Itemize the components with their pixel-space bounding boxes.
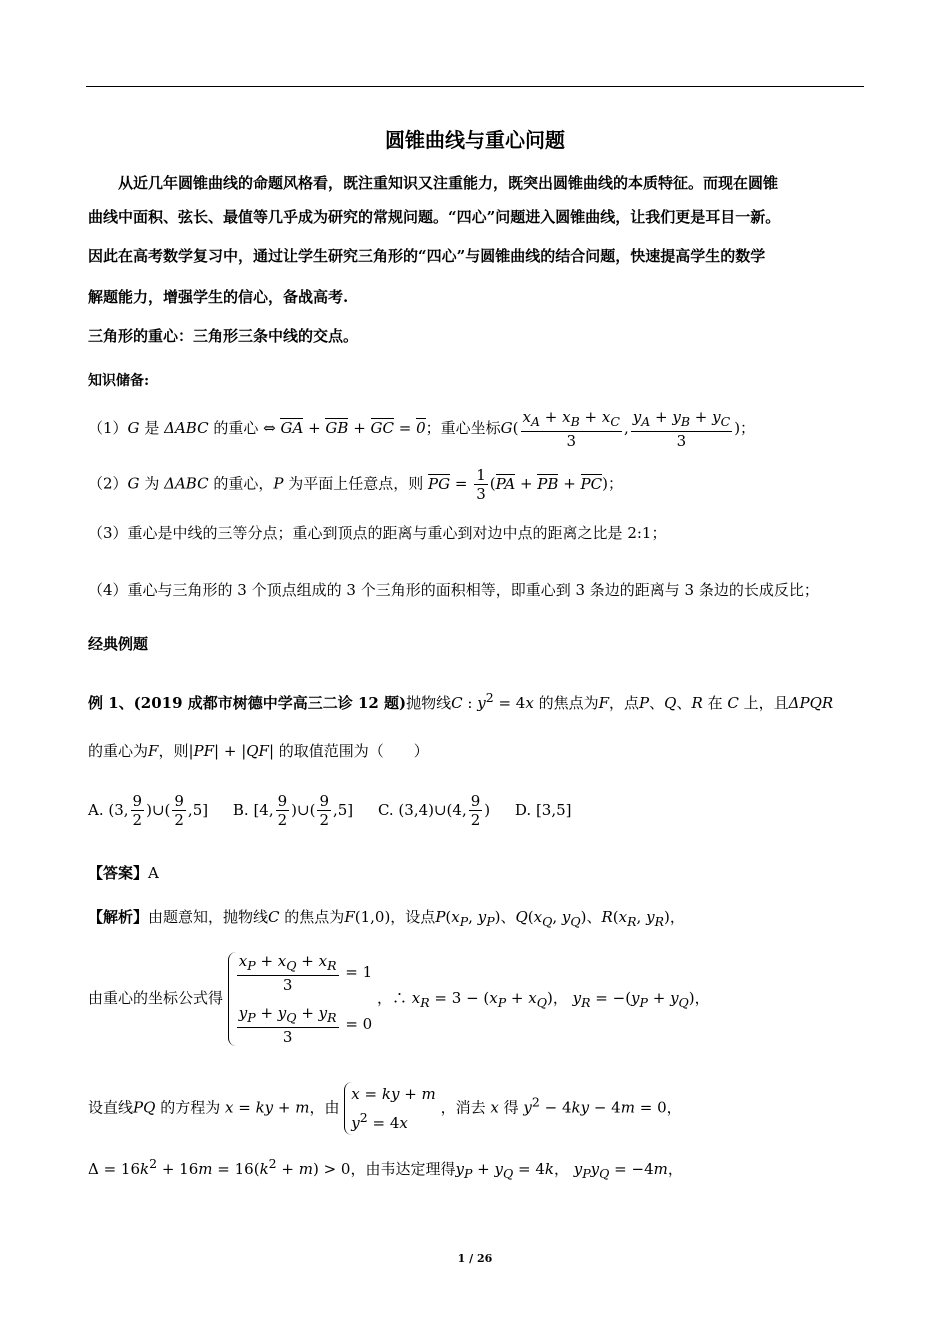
example-1-options bbox=[88, 792, 868, 829]
analysis-line-1: 【解析】由题意知，抛物线C 的焦点为F(1,0)，设点$P(x_P$, $y_P$)、$Q(x_Q$, $y_Q$)、$R(x_R$, $y_R$)， bbox=[88, 908, 685, 929]
analysis-line-setup: 设直线PQ 的方程为 x = ky + m，由 x = ky + m $y^2 = 4x$ ，消去 x 得 $y^2 - 4ky - 4m = 0$， bbox=[88, 1082, 868, 1135]
option-a[interactable]: A. (3, $\frac{9}{2}$ )∪( $\frac{9}{2}$ ,5] bbox=[88, 792, 209, 829]
header-rule bbox=[86, 86, 864, 87]
answer-line: 【答案】A bbox=[88, 864, 159, 882]
intro-line-2: 曲线中面积、弦长、最值等几乎成为研究的常规问题。“四心”问题进入圆锥曲线，让我们更是耳目一新。 bbox=[88, 208, 781, 226]
centroid-definition: 三角形的重心：三角形三条中线的交点。 bbox=[88, 327, 359, 345]
knowledge-heading: 知识储备: bbox=[88, 373, 150, 389]
analysis-line-discriminant: $\Delta = 16k^2 + 16m = 16(k^2 + m) > 0$，由韦达定理得$y_P + y_Q = 4k$， $y_Py_Q = -4m$， bbox=[88, 1156, 683, 1181]
intro-line-4: 解题能力，增强学生的信心，备战高考. bbox=[88, 288, 349, 306]
examples-heading: 经典例题 bbox=[88, 635, 149, 653]
knowledge-item-1: （1）G 是 ΔABC 的重心 ⇔ GA + GB + GC = 0；重心坐标G( $\frac{x_A + x_B + x_C}{3}$ , $\frac{y_A + y_B + y_C}{3}$ )； bbox=[88, 408, 756, 450]
intro-line-3: 因此在高考数学复习中，通过让学生研究三角形的“四心”与圆锥曲线的结合问题，快速提高学生的数学 bbox=[88, 247, 766, 265]
example-1-line-2: 的重心为F，则|PF| + |QF| 的取值范围为（ ） bbox=[88, 742, 429, 760]
page-title: 圆锥曲线与重心问题 bbox=[385, 128, 565, 152]
knowledge-item-2: （2）G 为 ΔABC 的重心，P 为平面上任意点，则 PG = $\frac{1}{3}$ (PA + PB + PC)； bbox=[88, 466, 623, 503]
page-number: 1 / 26 bbox=[457, 1252, 493, 1265]
analysis-centroid-formula: 由重心的坐标公式得 $\frac{x_P + x_Q + x_R}{3}$ = 1 $\frac{y_P + y_Q + y_R}{3}$ = 0 ，∴ $x_R = 3 - (x_P + x_Q)$， $y_R = -(y_P + y_Q)$， bbox=[88, 952, 710, 1046]
knowledge-item-3: （3）重心是中线的三等分点；重心到顶点的距离与重心到对边中点的距离之比是 2:1； bbox=[88, 524, 667, 542]
option-d[interactable]: D. [3,5] bbox=[514, 800, 572, 819]
option-c[interactable]: C. (3,4)∪(4, $\frac{9}{2}$ ) bbox=[377, 792, 491, 829]
option-b[interactable]: B. [4, $\frac{9}{2}$ )∪( $\frac{9}{2}$ ,5] bbox=[232, 792, 354, 829]
knowledge-item-4: （4）重心与三角形的 3 个顶点组成的 3 个三角形的面积相等，即重心到 3 条边的距离与 3 条边的长成反比； bbox=[88, 581, 819, 599]
example-1-line-1: 例 1、(2019 成都市树德中学高三二诊 12 题)抛物线C : $y^2 = 4x$ 的焦点为F，点P、Q、R 在 C 上，且ΔPQR bbox=[88, 690, 834, 712]
intro-line-1: 从近几年圆锥曲线的命题风格看，既注重知识又注重能力，既突出圆锥曲线的本质特征。而现在圆锥 bbox=[118, 174, 779, 192]
